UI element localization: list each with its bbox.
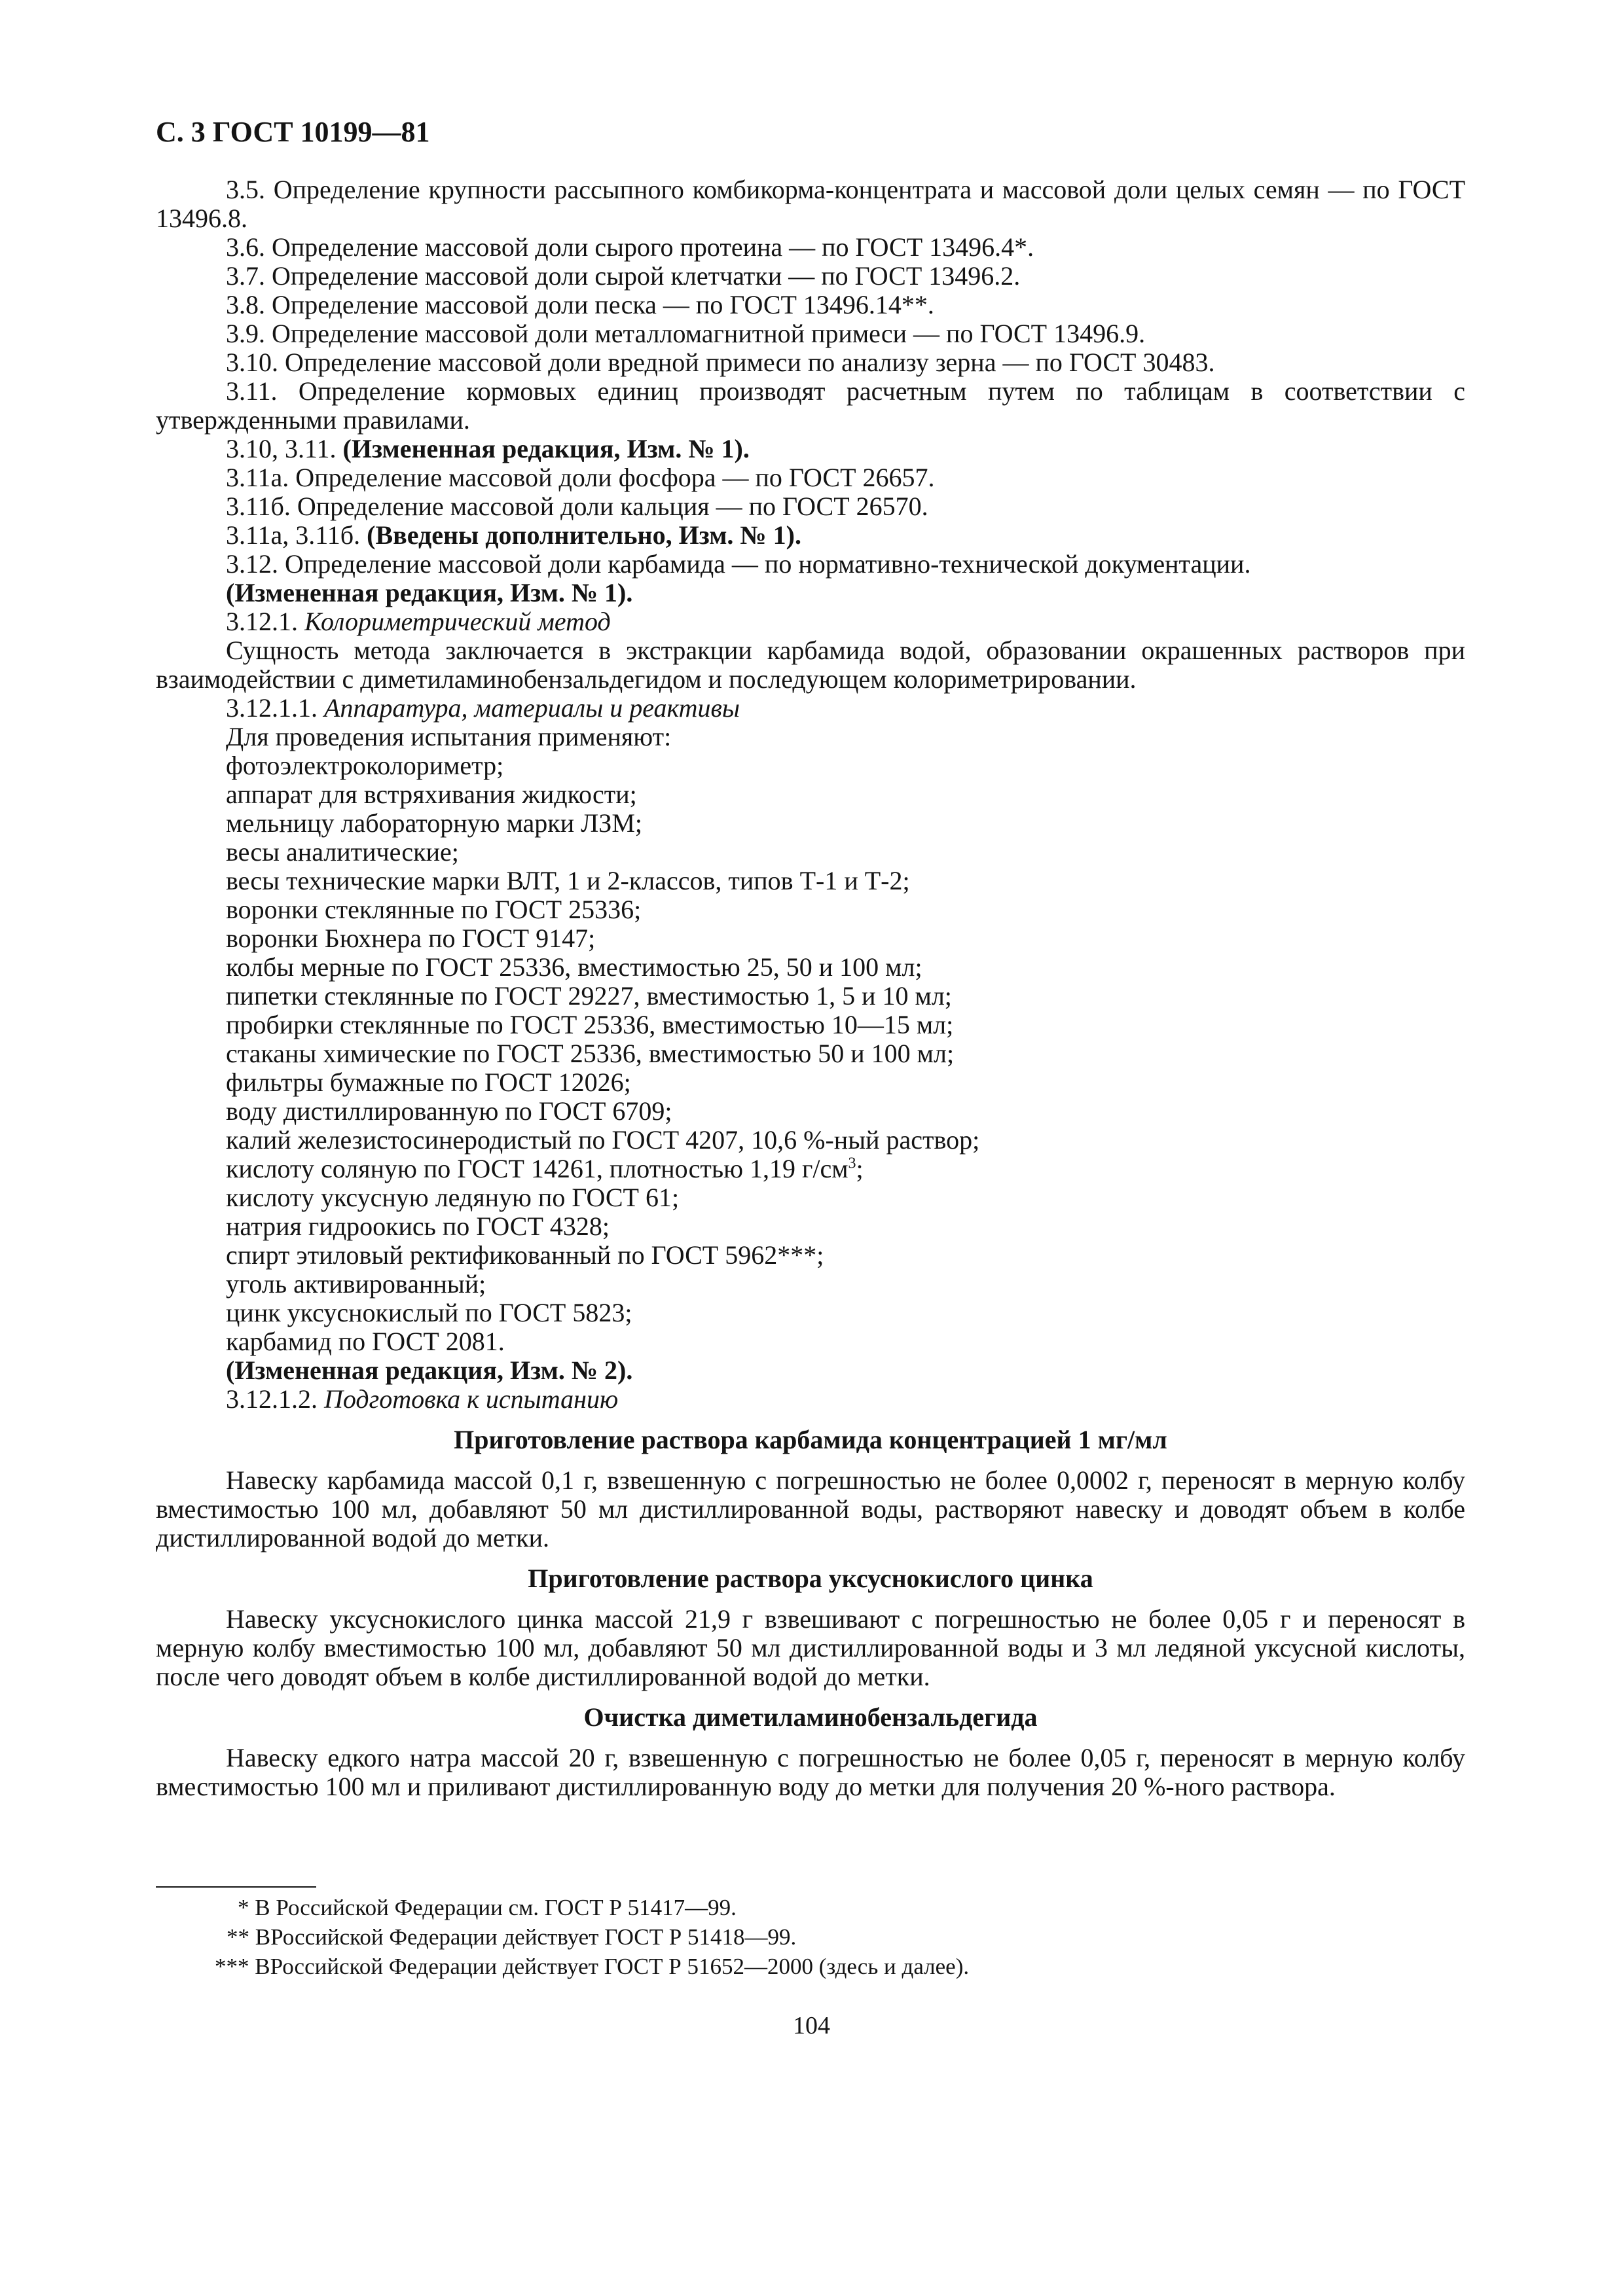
equipment-intro: Для проведения испытания применяют: xyxy=(226,722,672,751)
list-item: фотоэлектроколориметр; xyxy=(226,751,504,780)
subheading-urea-solution: Приготовление раствора карбамида концентрацией 1 мг/мл xyxy=(454,1425,1167,1454)
list-item: воронки Бюхнера по ГОСТ 9147; xyxy=(226,924,596,953)
amendment-text: (Измененная редакция, Изм. № 1). xyxy=(342,434,750,463)
list-item: воду дистиллированную по ГОСТ 6709; xyxy=(226,1096,672,1126)
list-item: уголь активированный; xyxy=(226,1269,486,1299)
section-3-12-1-2-heading xyxy=(156,1385,1465,1414)
list-item: спирт этиловый ректификованный по ГОСТ 5962***; xyxy=(226,1240,824,1270)
list-item-acid xyxy=(156,1155,1465,1183)
section-3-12-1-heading xyxy=(156,607,1465,636)
amendment-note-equipment: (Измененная редакция, Изм. № 2). xyxy=(226,1355,633,1385)
amendment-note-3-12: (Измененная редакция, Изм. № 1). xyxy=(226,578,633,607)
acid-text: кислоту соляную по ГОСТ 14261, плотностью 1,19 г/см xyxy=(226,1154,848,1183)
list-item: карбамид по ГОСТ 2081. xyxy=(226,1327,505,1356)
list-item: мельницу лабораторную марки ЛЗМ; xyxy=(226,808,642,838)
page-number: 104 xyxy=(793,2012,830,2039)
section-3-11b: 3.11б. Определение массовой доли кальция — по ГОСТ 26570. xyxy=(226,492,928,521)
page-header-title: С. 3 ГОСТ 10199—81 xyxy=(156,116,430,148)
amendment-note-3-10-3-11 xyxy=(156,435,1465,463)
section-3-5: 3.5. Определение крупности рассыпного комбикорма-концентрата и массовой доли целых семян — по ГОСТ 13496.8. xyxy=(156,175,1465,233)
equipment-list xyxy=(156,751,1465,1356)
section-3-11: 3.11. Определение кормовых единиц производят расчетным путем по таблицам в соответствии с утвержденными правилами. xyxy=(156,376,1465,435)
section-title: Подготовка к испытанию xyxy=(324,1384,619,1414)
footnote-2: ** ВРоссийской Федерации действует ГОСТ Р 51418—99. xyxy=(227,1924,797,1950)
section-3-7: 3.7. Определение массовой доли сырой клетчатки — по ГОСТ 13496.2. xyxy=(226,261,1021,291)
section-3-12-1-1-heading xyxy=(156,694,1465,723)
section-3-6: 3.6. Определение массовой доли сырого протеина — по ГОСТ 13496.4*. xyxy=(226,232,1034,262)
section-number: 3.12.1. xyxy=(226,607,298,636)
footnote-separator xyxy=(156,1886,316,1888)
amendment-prefix: 3.10, 3.11. xyxy=(226,434,337,463)
section-title: Колориметрический метод xyxy=(304,607,611,636)
superscript-3: 3 xyxy=(848,1155,856,1172)
paragraph-dmab-purification: Навеску едкого натра массой 20 г, взвешенную с погрешностью не более 0,05 г, переносят в мерную колбу вместимостью 100 мл и приливают дистиллированную воду до метки для получения 20 %-ного раствора. xyxy=(156,1743,1465,1801)
list-item: стаканы химические по ГОСТ 25336, вместимостью 50 и 100 мл; xyxy=(226,1039,955,1068)
section-3-11a: 3.11а. Определение массовой доли фосфора — по ГОСТ 26657. xyxy=(226,463,935,492)
section-number: 3.12.1.2. xyxy=(226,1384,318,1414)
section-number: 3.12.1.1. xyxy=(226,693,318,723)
acid-end: ; xyxy=(856,1154,864,1183)
document-body xyxy=(156,175,1465,1801)
list-item: калий железистосинеродистый по ГОСТ 4207, 10,6 %-ный раствор; xyxy=(226,1125,980,1155)
section-3-9: 3.9. Определение массовой доли металломагнитной примеси — по ГОСТ 13496.9. xyxy=(226,319,1146,348)
section-3-10: 3.10. Определение массовой доли вредной примеси по анализу зерна — по ГОСТ 30483. xyxy=(226,348,1215,377)
list-item: колбы мерные по ГОСТ 25336, вместимостью 25, 50 и 100 мл; xyxy=(226,952,922,982)
paragraph-urea-solution: Навеску карбамида массой 0,1 г, взвешенную с погрешностью не более 0,0002 г, переносят в мерную колбу вместимостью 100 мл, добавляют 50 мл дистиллированной воды, растворяют навеску и доводят объем в колбе дистиллированной водой до метки. xyxy=(156,1465,1465,1552)
list-item: цинк уксуснокислый по ГОСТ 5823; xyxy=(226,1298,632,1327)
list-item: аппарат для встряхивания жидкости; xyxy=(226,780,637,809)
section-3-12: 3.12. Определение массовой доли карбамида — по нормативно-технической документации. xyxy=(226,549,1251,579)
paragraph-zinc-acetate: Навеску уксуснокислого цинка массой 21,9 г взвешивают с погрешностью не более 0,05 г и переносят в мерную колбу вместимостью 100 мл, добавляют 50 мл дистиллированной воды и 3 мл ледяной уксусной кислоты, после чего доводят объем в колбе дистиллированной водой до метки. xyxy=(156,1604,1465,1691)
list-item: натрия гидроокись по ГОСТ 4328; xyxy=(226,1211,610,1241)
amendment-note-3-11ab xyxy=(156,521,1465,550)
list-item: пробирки стеклянные по ГОСТ 25336, вместимостью 10—15 мл; xyxy=(226,1010,954,1039)
footnotes xyxy=(156,1893,1465,1981)
list-item: фильтры бумажные по ГОСТ 12026; xyxy=(226,1067,631,1097)
amendment-text: (Введены дополнительно, Изм. № 1). xyxy=(367,520,801,550)
section-title: Аппаратура, материалы и реактивы xyxy=(324,693,740,723)
list-item: кислоту уксусную ледяную по ГОСТ 61; xyxy=(226,1183,680,1212)
section-3-12-1-text: Сущность метода заключается в экстракции карбамида водой, образовании окрашенных растворов при взаимодействии с диметиламинобензальдегидом и последующем колориметрировании. xyxy=(156,636,1465,694)
subheading-dmab-purification: Очистка диметиламинобензальдегида xyxy=(583,1702,1038,1732)
list-item: воронки стеклянные по ГОСТ 25336; xyxy=(226,895,642,924)
footnote-1: * В Российской Федерации см. ГОСТ Р 51417—99. xyxy=(238,1895,737,1920)
list-item: пипетки стеклянные по ГОСТ 29227, вместимостью 1, 5 и 10 мл; xyxy=(226,981,952,1011)
footnote-3: *** ВРоссийской Федерации действует ГОСТ Р 51652—2000 (здесь и далее). xyxy=(215,1954,970,1979)
list-item: весы аналитические; xyxy=(226,837,459,867)
amendment-prefix: 3.11а, 3.11б. xyxy=(226,520,361,550)
list-item: весы технические марки ВЛТ, 1 и 2-классов, типов Т-1 и Т-2; xyxy=(226,866,910,895)
subheading-zinc-acetate: Приготовление раствора уксуснокислого цинка xyxy=(528,1564,1093,1593)
section-3-8: 3.8. Определение массовой доли песка — по ГОСТ 13496.14**. xyxy=(226,290,934,319)
